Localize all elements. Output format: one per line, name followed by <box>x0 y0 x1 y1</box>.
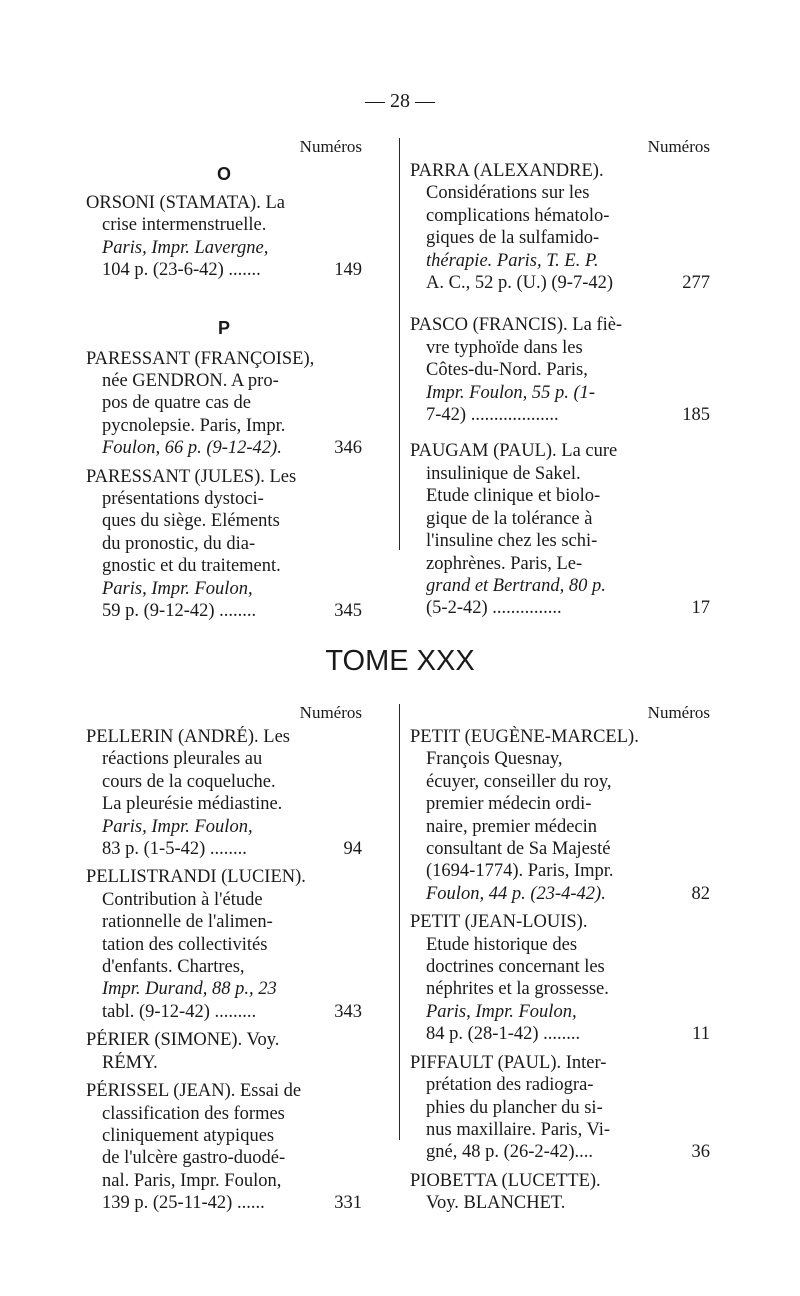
entry-line: PARESSANT (FRANÇOISE), <box>86 348 315 369</box>
entry-line: RÉMY. <box>102 1052 158 1073</box>
entry-number: 17 <box>691 598 710 619</box>
entry-line: PETIT (JEAN-LOUIS). <box>410 912 588 933</box>
entry-line: Paris, Impr. Foulon, <box>426 1001 577 1022</box>
entry-line: Etude historique des <box>426 934 578 955</box>
entry-line: rationnelle de l'alimen- <box>102 912 273 933</box>
entry-number: 331 <box>334 1193 362 1214</box>
entry-line: Voy. BLANCHET. <box>426 1193 566 1214</box>
entry-line: gnostic et du traitement. <box>102 556 281 577</box>
entry-line: cours de la coqueluche. <box>102 771 276 792</box>
entry-line: gné, 48 p. (26-2-42).... <box>426 1142 593 1163</box>
entry-line: Considérations sur les <box>426 183 590 204</box>
entry-line: complications hématolo- <box>426 205 610 226</box>
entry-line: Foulon, 44 p. (23-4-42). <box>426 883 606 904</box>
entry-line: Impr. Durand, 88 p., 23 <box>102 979 277 1000</box>
entry-line: thérapie. Paris, T. E. P. <box>426 250 599 271</box>
entry-line: crise intermenstruelle. <box>102 215 267 236</box>
entry-line: cliniquement atypiques <box>102 1125 275 1146</box>
entry-line: PÉRISSEL (JEAN). Essai de <box>86 1081 302 1102</box>
entry-line: PARRA (ALEXANDRE). <box>410 161 604 181</box>
entry-line: phies du plancher du si- <box>426 1097 603 1118</box>
index-entry <box>410 1170 710 1215</box>
entry-line: de l'ulcère gastro-duodé- <box>102 1148 286 1169</box>
entry-line: zophrènes. Paris, Le- <box>426 553 583 574</box>
index-entry <box>410 911 710 1045</box>
entry-line: doctrines concernant les <box>426 957 605 978</box>
index-entry <box>86 192 362 282</box>
entry-line: présentations dystoci- <box>102 489 264 510</box>
entry-number: 82 <box>691 883 710 904</box>
numeros-header: Numéros <box>647 703 710 722</box>
entry-line: (5-2-42) ............... <box>426 598 562 619</box>
entry-line: gique de la tolérance à <box>426 508 593 529</box>
entry-line: PELLISTRANDI (LUCIEN). <box>86 867 306 888</box>
entry-line: (1694-1774). Paris, Impr. <box>426 861 614 882</box>
entry-line: giques de la sulfamido- <box>426 228 600 249</box>
bottom-right-column <box>410 702 710 1221</box>
entry-line: 104 p. (23-6-42) ....... <box>102 260 261 281</box>
entry-line: grand et Bertrand, 80 p. <box>426 575 606 596</box>
index-entry <box>410 160 710 294</box>
entry-number: 94 <box>343 839 362 860</box>
entry-line: A. C., 52 p. (U.) (9-7-42) <box>426 273 614 294</box>
numeros-header: Numéros <box>299 137 362 156</box>
entry-line: nus maxillaire. Paris, Vi- <box>426 1119 611 1140</box>
column-divider <box>399 138 400 550</box>
entry-number: 149 <box>334 260 362 281</box>
section-title: TOME XXX <box>325 645 475 677</box>
entry-number: 343 <box>334 1001 362 1022</box>
page-number: — 28 — <box>365 90 435 112</box>
entry-line: prétation des radiogra- <box>426 1075 594 1096</box>
entry-line: Paris, Impr. Foulon, <box>102 578 253 599</box>
entry-line: tabl. (9-12-42) ......... <box>102 1001 257 1022</box>
entry-line: née GENDRON. A pro- <box>102 371 279 392</box>
letter-heading-p: P <box>217 317 230 338</box>
entry-line: Impr. Foulon, 55 p. (1- <box>426 382 596 403</box>
index-entry <box>86 1080 362 1214</box>
entry-line: vre typhoïde dans les <box>426 337 583 358</box>
entry-line: 7-42) ................... <box>426 405 559 426</box>
entry-line: La pleurésie médiastine. <box>102 794 283 815</box>
entry-line: pycnolepsie. Paris, Impr. <box>102 415 286 436</box>
entry-line: premier médecin ordi- <box>426 794 592 815</box>
entry-line: néphrites et la grossesse. <box>426 979 609 1000</box>
index-entry <box>86 726 362 860</box>
entry-line: PÉRIER (SIMONE). Voy. <box>86 1030 280 1051</box>
entry-line: Côtes-du-Nord. Paris, <box>426 360 588 381</box>
entry-line: PIFFAULT (PAUL). Inter- <box>410 1052 607 1073</box>
entry-line: PETIT (EUGÈNE-MARCEL). <box>410 727 639 747</box>
entry-line: PAUGAM (PAUL). La cure <box>410 441 618 462</box>
entry-line: d'enfants. Chartres, <box>102 957 245 978</box>
column-divider <box>399 704 400 1140</box>
top-left-column <box>86 136 362 629</box>
index-entry <box>410 726 710 905</box>
index-entry <box>410 440 710 619</box>
numeros-header: Numéros <box>299 703 362 722</box>
entry-number: 11 <box>692 1024 710 1045</box>
entry-line: consultant de Sa Majesté <box>426 839 611 860</box>
entry-line: PIOBETTA (LUCETTE). <box>410 1170 601 1191</box>
entry-line: ques du siège. Eléments <box>102 511 280 532</box>
index-entry <box>86 348 362 460</box>
entry-line: 84 p. (28-1-42) ........ <box>426 1024 581 1045</box>
entry-line: 59 p. (9-12-42) ........ <box>102 601 257 622</box>
entry-number: 346 <box>334 438 362 459</box>
entry-line: l'insuline chez les schi- <box>426 531 598 552</box>
entry-number: 277 <box>682 273 710 294</box>
index-entry <box>410 314 710 426</box>
entry-line: François Quesnay, <box>426 749 563 770</box>
entry-line: 83 p. (1-5-42) ........ <box>102 839 247 860</box>
entry-number: 345 <box>334 601 362 622</box>
letter-heading-o: O <box>216 164 231 184</box>
entry-line: réactions pleurales au <box>102 749 263 770</box>
entry-line: du pronostic, du dia- <box>102 533 256 554</box>
entry-line: PASCO (FRANCIS). La fiè- <box>410 315 623 336</box>
entry-line: PELLERIN (ANDRÉ). Les <box>86 727 290 747</box>
entry-line: nal. Paris, Impr. Foulon, <box>102 1170 282 1191</box>
entry-number: 36 <box>691 1142 710 1163</box>
entry-line: Etude clinique et biolo- <box>426 486 601 507</box>
index-entry <box>86 866 362 1023</box>
index-entry <box>410 1052 710 1164</box>
numeros-header: Numéros <box>647 137 710 156</box>
entry-line: insulinique de Sakel. <box>426 463 581 484</box>
entry-line: Paris, Impr. Foulon, <box>102 816 253 837</box>
index-entry <box>86 466 362 623</box>
entry-line: Contribution à l'étude <box>102 889 263 910</box>
entry-line: Foulon, 66 p. (9-12-42). <box>102 438 282 459</box>
entry-line: PARESSANT (JULES). Les <box>86 466 297 487</box>
entry-line: tation des collectivités <box>102 934 268 955</box>
bottom-left-column <box>86 702 362 1221</box>
top-right-column <box>410 136 710 626</box>
index-entry <box>86 1029 362 1074</box>
entry-line: pos de quatre cas de <box>102 393 251 414</box>
entry-line: ORSONI (STAMATA). La <box>86 193 285 213</box>
entry-line: naire, premier médecin <box>426 816 598 837</box>
entry-number: 185 <box>682 405 710 426</box>
entry-line: 139 p. (25-11-42) ...... <box>102 1193 265 1214</box>
entry-line: Paris, Impr. Lavergne, <box>102 237 269 258</box>
entry-line: écuyer, conseiller du roy, <box>426 771 612 792</box>
entry-line: classification des formes <box>102 1103 285 1124</box>
